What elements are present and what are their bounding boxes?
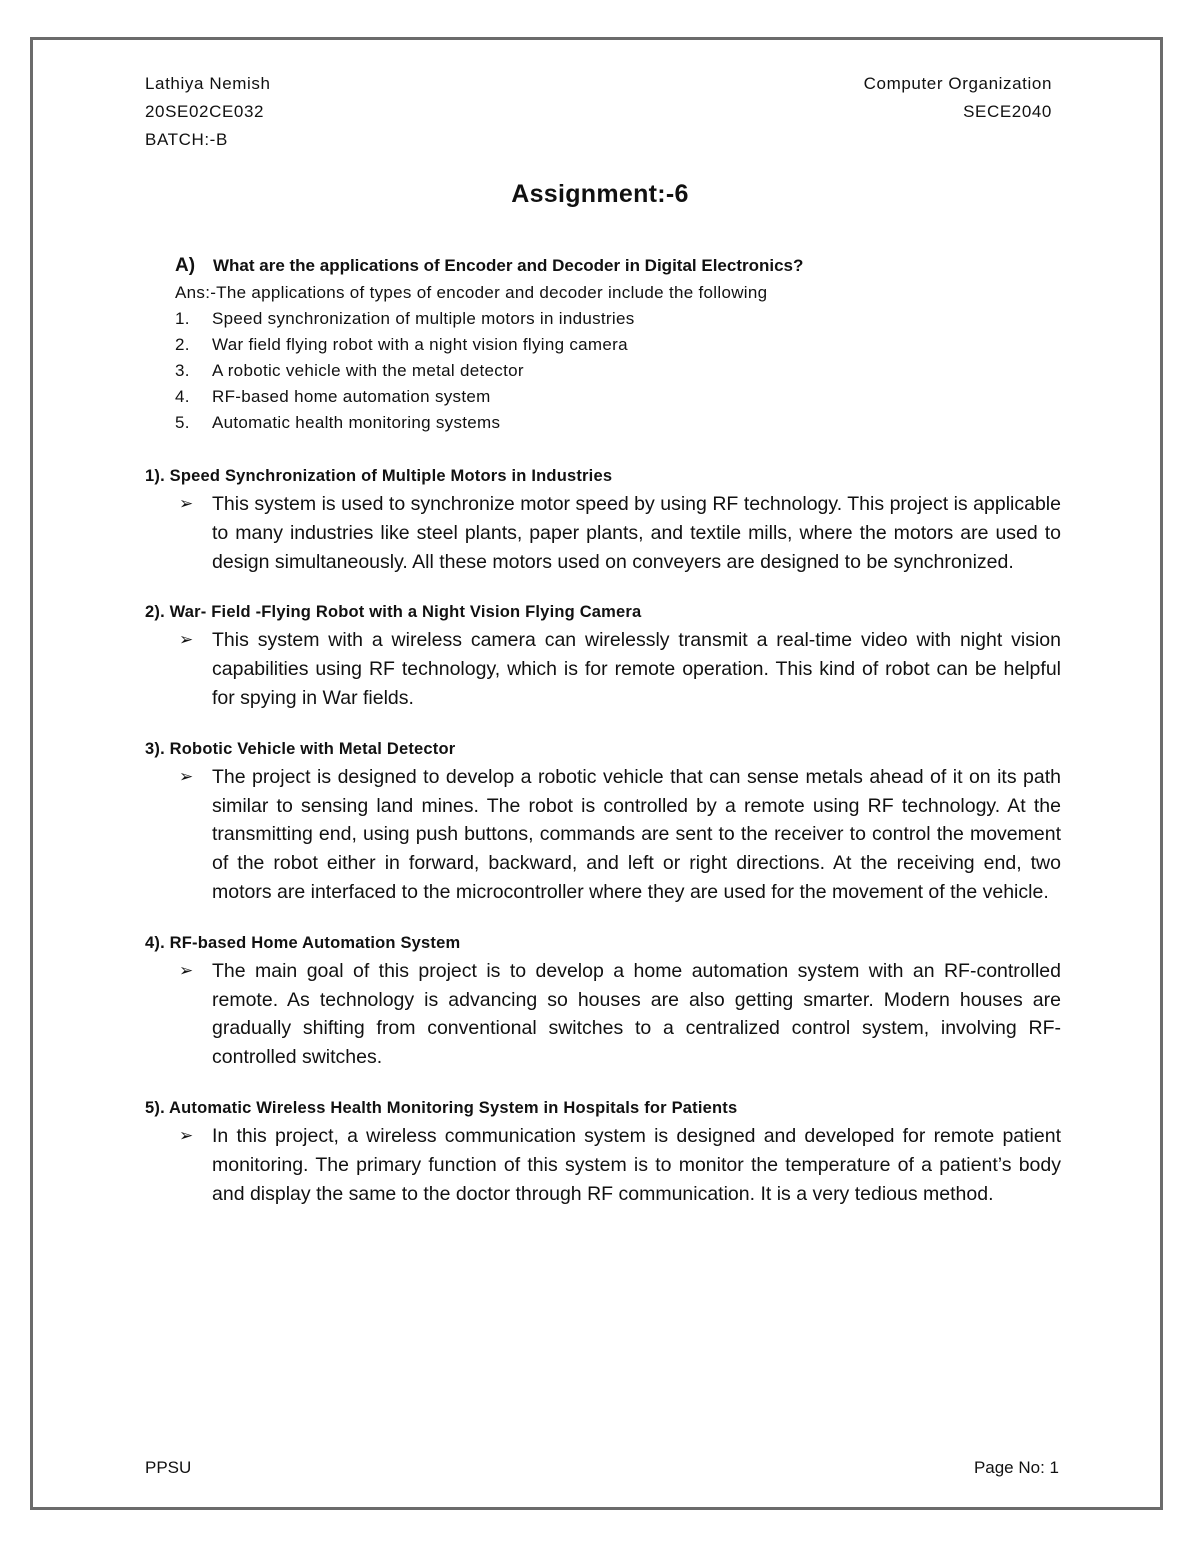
arrowhead-bullet-icon: ➢ — [179, 630, 194, 650]
student-id: 20SE02CE032 — [145, 102, 265, 121]
answer-list — [145, 306, 1061, 436]
question — [145, 252, 1061, 280]
section-bullet — [145, 763, 1061, 907]
section-body: This system with a wireless camera can wirelessly transmit a real-time video with night vision capabilities using RF technology, which is for remote operation. This kind of robot can be helpful for spying in War fields. — [212, 629, 1061, 709]
student-name: Lathiya Nemish — [145, 74, 271, 93]
section-body: In this project, a wireless communication system is designed and developed for remote patient monitoring. The primary function of this system is to monitor the temperature of a patient’s body and display the same to the doctor through RF communication. It is a very tedious method. — [212, 1124, 1061, 1205]
section-1 — [145, 462, 1061, 576]
section-4 — [145, 929, 1061, 1072]
section-body: The project is designed to develop a robotic vehicle that can sense metals ahead of it on its path similar to sensing land mines. The robot is controlled by a remote using RF technology. At the transmitting end, using push buttons, commands are sent to the receiver to control the movement of the robot either in forward, backward, and left or right directions. At the receiving end, two motors are interfaced to the microcontroller where they are used for the movement of the vehicle. — [212, 765, 1061, 903]
course-name: Computer Organization — [863, 74, 1052, 93]
list-item: 5. Automatic health monitoring systems — [175, 413, 501, 432]
section-heading: 3). Robotic Vehicle with Metal Detector — [145, 739, 456, 758]
header-left — [145, 70, 271, 154]
section-heading: 2). War- Field -Flying Robot with a Night Vision Flying Camera — [145, 603, 642, 622]
section-bullet — [145, 957, 1061, 1072]
header-right — [864, 70, 1052, 126]
section-heading: 1). Speed Synchronization of Multiple Motors in Industries — [145, 467, 613, 485]
section-body: The main goal of this project is to develop a home automation system with an RF-controlled remote. As technology is advancing so houses are also getting smarter. Modern houses are gradually shifting from conventional switches to a centralized control system, involving RF-controlled switches. — [212, 959, 1061, 1069]
arrowhead-bullet-icon: ➢ — [179, 766, 194, 786]
question-letter: A) — [175, 255, 196, 276]
section-heading: 4). RF-based Home Automation System — [145, 933, 461, 952]
answer-intro: Ans:-The applications of types of encoder and decoder include the following — [175, 283, 768, 302]
section-body: This system is used to synchronize motor speed by using RF technology. This project is applicable to many industries like steel plants, paper plants, and textile mills, where the motors are used to design simultaneously. All these motors used on conveyers are designed to be synchronized. — [212, 493, 1061, 573]
footer-left: PPSU — [145, 1458, 192, 1477]
section-2 — [145, 598, 1061, 712]
batch: BATCH:-B — [145, 130, 228, 149]
course-code: SECE2040 — [963, 102, 1052, 121]
section-bullet — [145, 626, 1061, 712]
list-item: 3. A robotic vehicle with the metal detector — [175, 361, 524, 380]
page-number: Page No: 1 — [973, 1458, 1059, 1477]
section-heading: 5). Automatic Wireless Health Monitoring System in Hospitals for Patients — [145, 1098, 738, 1117]
arrowhead-bullet-icon: ➢ — [179, 1125, 194, 1145]
arrowhead-bullet-icon: ➢ — [179, 960, 194, 980]
document-body — [145, 252, 1061, 1208]
section-bullet — [145, 490, 1061, 576]
question-text: What are the applications of Encoder and Decoder in Digital Electronics? — [213, 256, 804, 275]
list-item: 2. War field flying robot with a night vision flying camera — [175, 335, 628, 354]
list-item: 1. Speed synchronization of multiple motors in industries — [175, 309, 635, 328]
section-5 — [145, 1094, 1061, 1208]
section-3 — [145, 735, 1061, 907]
arrowhead-bullet-icon: ➢ — [179, 494, 194, 513]
section-bullet — [145, 1122, 1061, 1208]
list-item: 4. RF-based home automation system — [175, 387, 491, 406]
page-title: Assignment:-6 — [511, 180, 689, 208]
